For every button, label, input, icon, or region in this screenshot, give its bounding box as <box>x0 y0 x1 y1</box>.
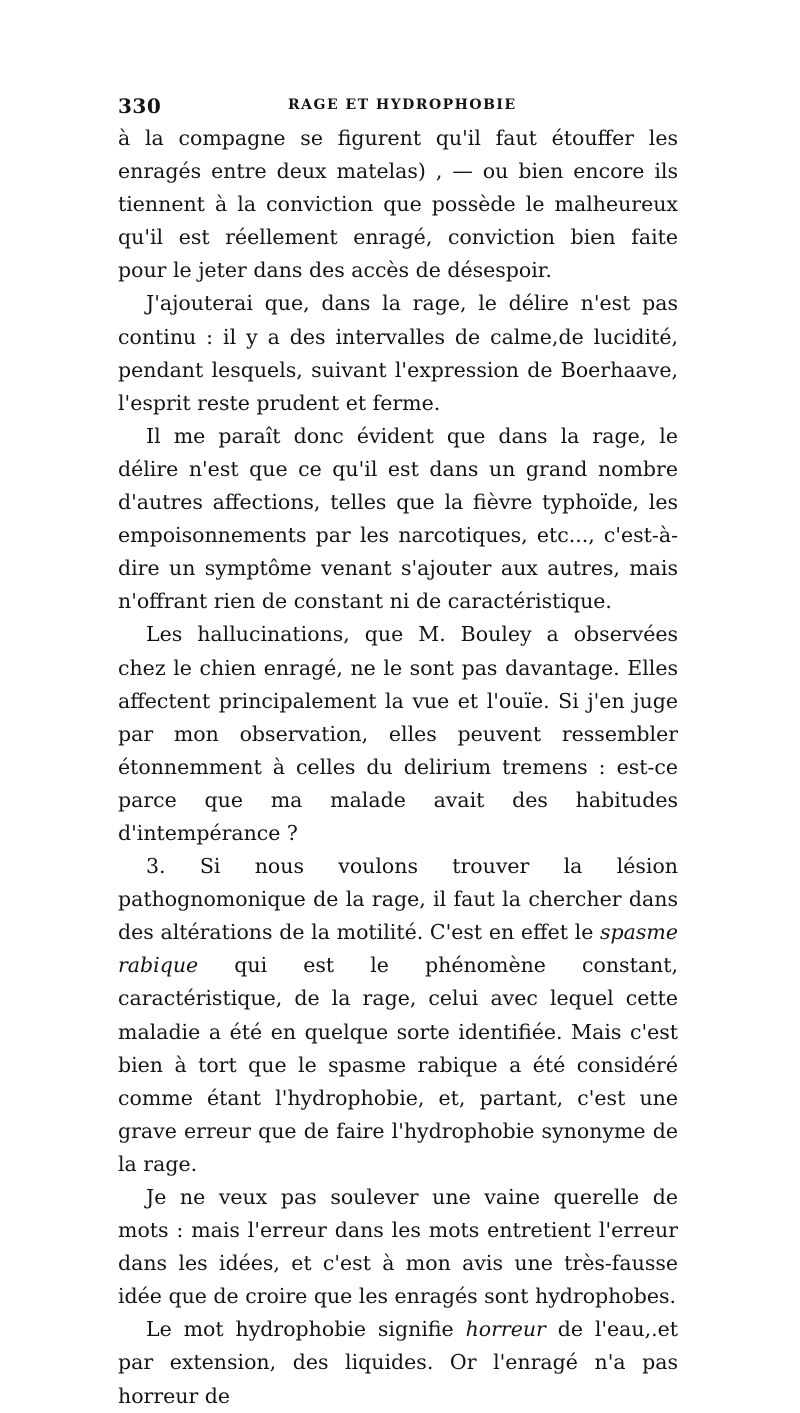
body-text <box>118 122 678 1413</box>
paragraph-3: Il me paraît donc évident que dans la rage, le délire n'est que ce qu'il est dans un grand nombre d'autres affections, telles que la fièvre typhoïde, les empoisonnements par les narcotiques, etc..., c'est-à-dire un symptôme venant s'ajouter aux autres, mais n'offrant rien de constant ni de caractéristique. <box>118 423 678 614</box>
paragraph-5-emphasis: spasme rabique <box>118 920 678 978</box>
paragraph-7-emphasis: horreur <box>465 1317 546 1342</box>
page-number: 330 <box>118 94 162 118</box>
paragraph-2: J'ajouterai que, dans la rage, le délire n'est pas continu : il y a des intervalles de calme,de lucidité, pendant lesquels, suivant l'expression de Boerhaave, l'esprit reste prudent et ferme. <box>118 291 678 415</box>
running-head <box>118 94 680 116</box>
paragraph-5-text-b: qui est le phénomène constant, caractéristique, de la rage, celui avec lequel cette maladie a été en quelque sorte identifiée. Mais c'est bien à tort que le spasme rabique a été considéré comme étant l'hydrophobie, et, partant, c'est une grave erreur que de faire l'hydrophobie synonyme de la rage. <box>118 953 678 1176</box>
paragraph-7-text-b: de l'eau,.et par extension, des liquides. Or l'enragé n'a pas horreur de <box>118 1317 678 1408</box>
paragraph-1: à la compagne se figurent qu'il faut étouffer les enragés entre deux matelas) , — ou bien encore ils tiennent à la conviction que possède le malheureux qu'il est réellement enragé, conviction bien faite pour le jeter dans des accès de désespoir. <box>118 126 678 283</box>
paragraph-7-text-a: Le mot hydrophobie signifie <box>146 1317 466 1342</box>
paragraph-4: Les hallucinations, que M. Bouley a observées chez le chien enragé, ne le sont pas davantage. Elles affectent principalement la vue et l'ouïe. Si j'en juge par mon observation, elles peuvent ressembler étonnemment à celles du delirium tremens : est-ce parce que ma malade avait des habitudes d'intempérance ? <box>118 622 678 845</box>
running-title: RAGE ET HYDROPHOBIE <box>288 97 517 113</box>
paragraph-5 <box>118 850 678 1181</box>
paragraph-5-text-a: 3. Si nous voulons trouver la lésion pathognomonique de la rage, il faut la chercher dans des altérations de la motilité. C'est en effet le <box>118 854 678 945</box>
paragraph-6: Je ne veux pas soulever une vaine querelle de mots : mais l'erreur dans les mots entretient l'erreur dans les idées, et c'est à mon avis une très-fausse idée que de croire que les enragés sont hydrophobes. <box>118 1185 678 1309</box>
paragraph-7 <box>118 1313 678 1412</box>
